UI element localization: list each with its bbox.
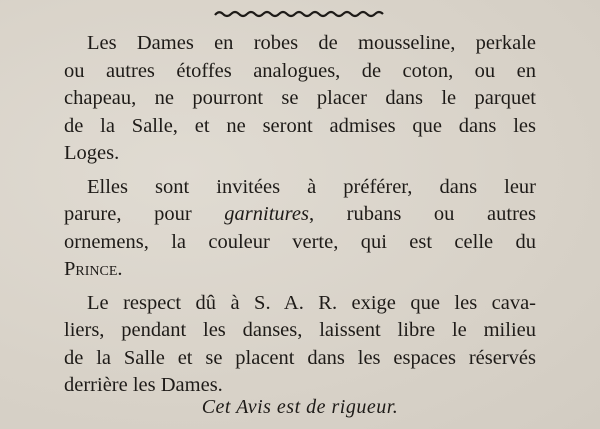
italic-word: garnitures: [224, 203, 309, 225]
text-fragment: parure, pour: [64, 203, 225, 225]
text-line: Prince.: [64, 258, 123, 280]
text-line: de la Salle, et ne seront admises que dans les: [64, 114, 536, 137]
paragraph-colour: [64, 174, 536, 284]
paragraph-dress-code: [64, 30, 536, 168]
text-line: ornemens, la couleur verte, qui est celle du: [64, 230, 536, 253]
text-line: chapeau, ne pourront se placer dans le parquet: [64, 87, 536, 109]
text-line: Les Dames en robes de mousseline, perkale: [87, 32, 536, 54]
text-line: Le respect dû à S. A. R. exige que les cava-: [87, 291, 536, 314]
wavy-ornament-icon: [213, 8, 388, 20]
text-line: Elles sont invitées à préférer, dans leur: [87, 175, 536, 198]
text-fragment: , rubans ou autres: [308, 203, 536, 225]
closing-statement: Cet Avis est de rigueur.: [201, 396, 399, 418]
paragraph-respect: [64, 290, 536, 400]
text-line: derrière les Dames.: [64, 374, 223, 396]
text-line: de la Salle et se placent dans les espaces réservés: [64, 346, 536, 369]
notice-body: [64, 30, 536, 406]
text-line: Loges.: [64, 142, 120, 164]
text-line: liers, pendant les danses, laissent libre le milieu: [64, 319, 536, 341]
text-line-mixed: [64, 201, 536, 229]
text-line: ou autres étoffes analogues, de coton, ou en: [64, 59, 536, 82]
